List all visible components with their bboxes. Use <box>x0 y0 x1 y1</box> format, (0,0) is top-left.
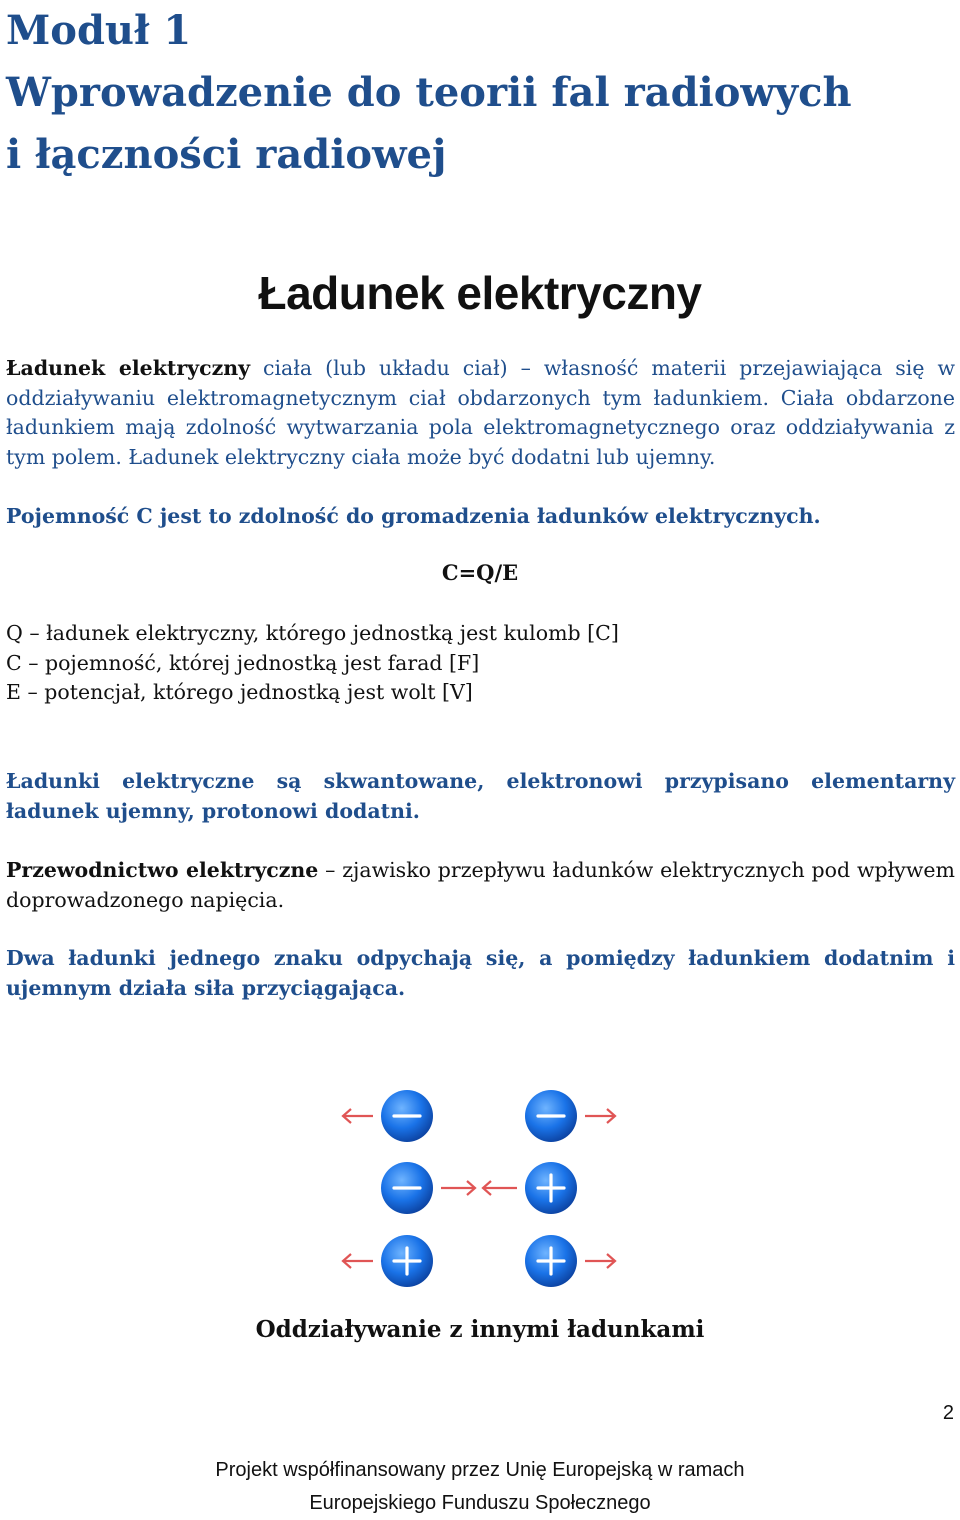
negative-charge <box>381 1162 433 1214</box>
definition-q: Q – ładunek elektryczny, którego jednostką jest kulomb [C] <box>6 621 619 645</box>
paragraph-text: – zjawisko przepływu ładunków elektrycznych pod wpływem doprowadzonego napięcia. <box>6 858 955 912</box>
page-number: 2 <box>942 1402 954 1424</box>
footer <box>0 1454 960 1520</box>
definition-e: E – potencjał, którego jednostką jest wolt [V] <box>6 680 473 704</box>
negative-charge <box>381 1090 433 1142</box>
charge-interaction-diagram <box>330 1084 630 1294</box>
charge-definition-paragraph <box>6 354 955 472</box>
attraction-arrow <box>441 1181 475 1195</box>
symbol-definitions <box>6 619 706 708</box>
positive-charge <box>525 1235 577 1287</box>
capacitance-formula: C=Q/E <box>441 560 519 585</box>
definition-c: C – pojemność, której jednostką jest farad [F] <box>6 650 480 675</box>
module-number: Moduł 1 <box>6 7 192 54</box>
capacity-statement: Pojemność C jest to zdolność do gromadzenia ładunków elektrycznych. <box>6 504 821 528</box>
module-title-line: i łączności radiowej <box>6 131 447 178</box>
section-title: Ładunek elektryczny <box>258 267 702 319</box>
interaction-paragraph: Dwa ładunki jednego znaku odpychają się, a pomiędzy ładunkiem dodatnim i ujemnym działa siła przyciągająca. <box>6 946 955 1000</box>
repulsion-arrow <box>343 1254 373 1268</box>
repulsion-arrow <box>343 1109 373 1123</box>
quantization-paragraph: Ładunki elektryczne są skwantowane, elektronowi przypisano elementarny ładunek ujemny, protonowi dodatni. <box>6 769 955 823</box>
positive-charge <box>381 1235 433 1287</box>
conductivity-paragraph <box>6 856 955 915</box>
footer-line: Europejskiego Funduszu Społecznego <box>309 1492 651 1514</box>
negative-charge <box>525 1090 577 1142</box>
module-heading <box>6 0 946 186</box>
term-lead: Ładunek elektryczny <box>6 356 251 380</box>
repulsion-arrow <box>585 1254 615 1268</box>
diagram-caption: Oddziaływanie z innymi ładunkami <box>255 1316 705 1343</box>
footer-line: Projekt współfinansowany przez Unię Europejską w ramach <box>215 1459 745 1481</box>
repulsion-arrow <box>585 1109 615 1123</box>
paragraph-text: ciała (lub układu ciał) – własność materii przejawiająca się w oddziaływaniu elektromagnetycznym ciał obdarzonych tym ładunkiem. Ciała obdarzone ładunkiem mają zdolność wytwarzania pola elektromagnetycznego oraz oddziaływania z tym polem. Ładunek elektryczny ciała może być dodatni lub ujemny. <box>6 356 955 469</box>
term-lead: Przewodnictwo elektryczne <box>6 858 319 882</box>
attraction-arrow <box>483 1181 517 1195</box>
module-title-line: Wprowadzenie do teorii fal radiowych <box>6 69 852 116</box>
positive-charge <box>525 1162 577 1214</box>
